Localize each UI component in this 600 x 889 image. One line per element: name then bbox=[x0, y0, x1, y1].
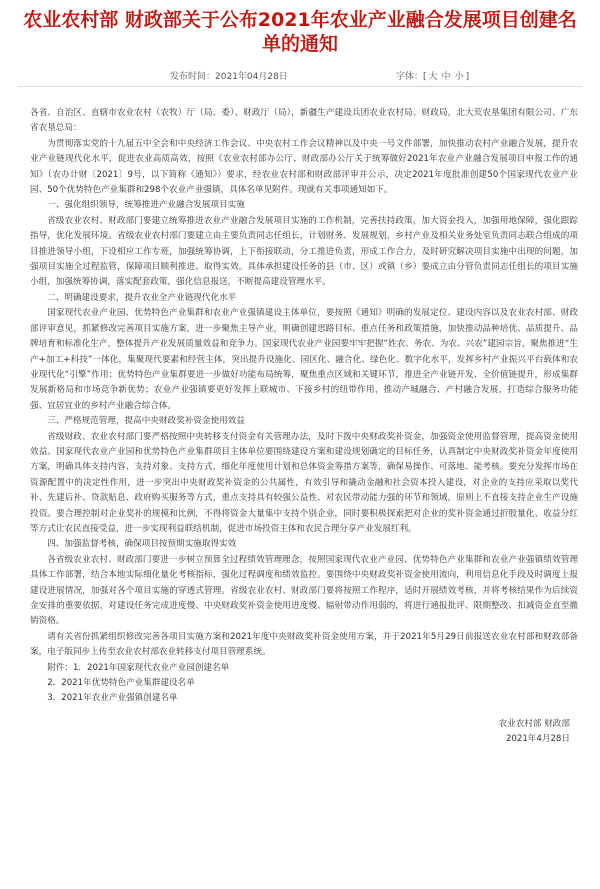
font-size-label: 字体： bbox=[396, 72, 424, 82]
signature-date: 2021年4月28日 bbox=[505, 734, 570, 745]
font-size-control bbox=[396, 69, 469, 82]
article-title bbox=[0, 8, 600, 56]
article-body bbox=[30, 106, 578, 748]
addressee: 各省、自治区、直辖市农业农村（农牧）厅（局、委）、财政厅（局），新疆生产建设兵团农业农村局、财政局，北大荒农垦集团有限公司、广东省农垦总局： bbox=[30, 108, 578, 134]
paragraph-section-2: 国家现代农业产业园、优势特色产业集群和农业产业强镇建设主体单位，要按照《通知》明确的发展定位、建设内容以及农业农村部、财政部评审意见，抓紧修改完善项目实施方案，进一步聚焦主导产业，明确创建思路目标、重点任务和政策措施，加快推动品种培优、品质提升、品牌培育和标准化生产，整体提升产业发展质量效益和竞争力。国家现代农业产业园要牢牢把握“姓农、务农、为农、兴农”建园宗旨，聚焦推进“生产+加工+科技”一体化，集聚现代要素和经营主体，突出提升设施化、园区化、融合化、绿色化、数字化水平，发挥乡村产业振兴平台载体和农业现代化“引擎”作用；优势特色产业集群要进一步做好功能布局统筹，聚焦重点区域和关键环节，推进全产业链开发、全价值链提升，形成集群发展新格局和市场竞争新优势；农业产业强镇要更好发挥上联城市、下接乡村的纽带作用，推动产城融合、产村融合发展，打造综合服务功能强、宜居宜业的乡村产业融合综合体。 bbox=[30, 308, 578, 411]
paragraph-section-1: 省级农业农村、财政部门要建立统筹推进农业产业融合发展项目实施的工作机制，完善扶持政策，加大资金投入，加强用地保障，强化跟踪指导，优化发展环境。省级农业农村部门要建立由主要负责同志任组长，计划财务、发展规划、乡村产业及相关业务处室负责同志联合组成的项目推进领导小组，下设相应工作专班，加强统筹协调，上下衔接联动，分工推进负责，形成工作合力，及时研究解决项目实施中出现的问题，加强项目实施全过程监管，保障项目顺利推进、取得实效。具体承担建设任务的县（市、区）或镇（乡）要成立由分管负责同志任组长的项目实施小组，加强统筹协调，落实配套政策，强化信息报送，不断提高建设管理水平。 bbox=[30, 215, 578, 288]
paragraph-section-4: 各省级农业农村、财政部门要进一步树立预算全过程绩效管理理念，按照国家现代农业产业园、优势特色产业集群和农业产业强镇绩效管理具体工作部署，结合本地实际细化量化考核指标，强化过程调度和绩效监控。要围绕中央财政奖补资金使用流向，利用信息化手段及时调度上报建设进展情况，加强对各个项目实施的穿透式管理。省级农业农村、财政部门要将按照工作程序，适时开展绩效考核，并将考核结果作为后续资金安排的重要依据，对建设任务完成进度慢、中央财政奖补资金使用进度慢、辐射带动作用弱的，将进行通报批评、限期整改、扣减资金直至撤销资格。 bbox=[30, 554, 578, 627]
section-heading-4: 四、加强监督考核，确保项目按预期实施取得实效 bbox=[47, 539, 237, 550]
section-heading-1: 一、强化组织领导，统筹推进产业融合发展项目实施 bbox=[47, 200, 245, 211]
article-title-line-1: 农业农村部 财政部关于公布2021年农业产业融合发展项目创建名 bbox=[23, 9, 577, 31]
article-title-line-2: 单的通知 bbox=[261, 33, 338, 55]
font-bracket-open: [ bbox=[423, 72, 427, 82]
article-meta bbox=[0, 67, 600, 83]
signature: 农业农村部 财政部 bbox=[498, 718, 570, 729]
font-bracket-close: ] bbox=[465, 72, 470, 82]
publish-date: 2021年04月28日 bbox=[215, 72, 288, 82]
paragraph-request: 请有关省份抓紧组织修改完善各项目实施方案和2021年度中央财政奖补资金使用方案，并于2021年5月29日前报送农业农村部和财政部备案，电子版同步上传至农业农村部农业转移支付项目管理系统。 bbox=[30, 631, 578, 658]
publish-info bbox=[170, 69, 288, 82]
attachment-item[interactable]: 2．2021年优势特色产业集群建设名单 bbox=[47, 678, 195, 689]
header-divider bbox=[18, 86, 582, 87]
font-size-large-button[interactable]: 大 bbox=[428, 72, 438, 82]
section-heading-2: 二、明确建设要求，提升农业全产业链现代化水平 bbox=[47, 292, 237, 303]
spacer bbox=[30, 707, 578, 717]
font-size-medium-button[interactable]: 中 bbox=[441, 72, 451, 82]
section-heading-3: 三、严格规范管理，提高中央财政奖补资金使用效益 bbox=[47, 416, 245, 427]
attachment-item[interactable]: 3．2021年农业产业强镇创建名单 bbox=[47, 693, 178, 704]
paragraph-intro: 为贯彻落实党的十九届五中全会和中央经济工作会议、中央农村工作会议精神以及中央一号文件部署，加快推动农村产业融合发展，提升农业产业链现代化水平，促进农业高质高效，按照《农业农村部办公厅、财政部办公厅关于统筹做好2021年农业产业融合发展项目申报工作的通知》（农办计财〔2021〕9号，以下简称《通知》）要求，经农业农村部和财政部评审并公示，决定2021年度批准创建50个国家现代农业产业园、50个优势特色产业集群和298个农业产业强镇，具体名单见附件。现就有关事项通知如下。 bbox=[30, 138, 578, 196]
attachment-item[interactable]: 附件：1．2021年国家现代农业产业园创建名单 bbox=[47, 662, 230, 673]
font-size-small-button[interactable]: 小 bbox=[454, 72, 464, 82]
publish-label: 发布时间： bbox=[170, 72, 216, 82]
paragraph-section-3: 省级财政、农业农村部门要严格按照中央转移支付资金有关管理办法，及时下拨中央财政奖补资金，加强资金使用监督管理，提高资金使用效益。国家现代农业产业园和优势特色产业集群项目主体单位要围绕建设方案和建设规划确定的目标任务，认真制定中央财政奖补资金年度使用方案，明确具体支持内容、支持对象、支持方式，细化年度使用计划和总体资金筹措方案等，确保易操作、可落地、能考核。要充分发挥市场在资源配置中的决定性作用，进一步突出中央财政奖补资金的公共属性，有效引导和撬动金融和社会资本投入建设，对企业的支持应采取以奖代补、先建后补、贷款贴息、政府购买服务等方式，重点支持具有较强公益性、对农民带动能力强的环节和领域，原则上不直接支持企业生产设施投资。要合理控制对企业奖补的规模和比例，不得将资金大量集中支持个别企业，同时要积极探索把对企业的奖补资金通过折股量化、收益分红等方式让农民直接受益，进一步实现利益联结机制，促进市场投资主体和农民合理分享产业发展红利。 bbox=[30, 431, 578, 534]
